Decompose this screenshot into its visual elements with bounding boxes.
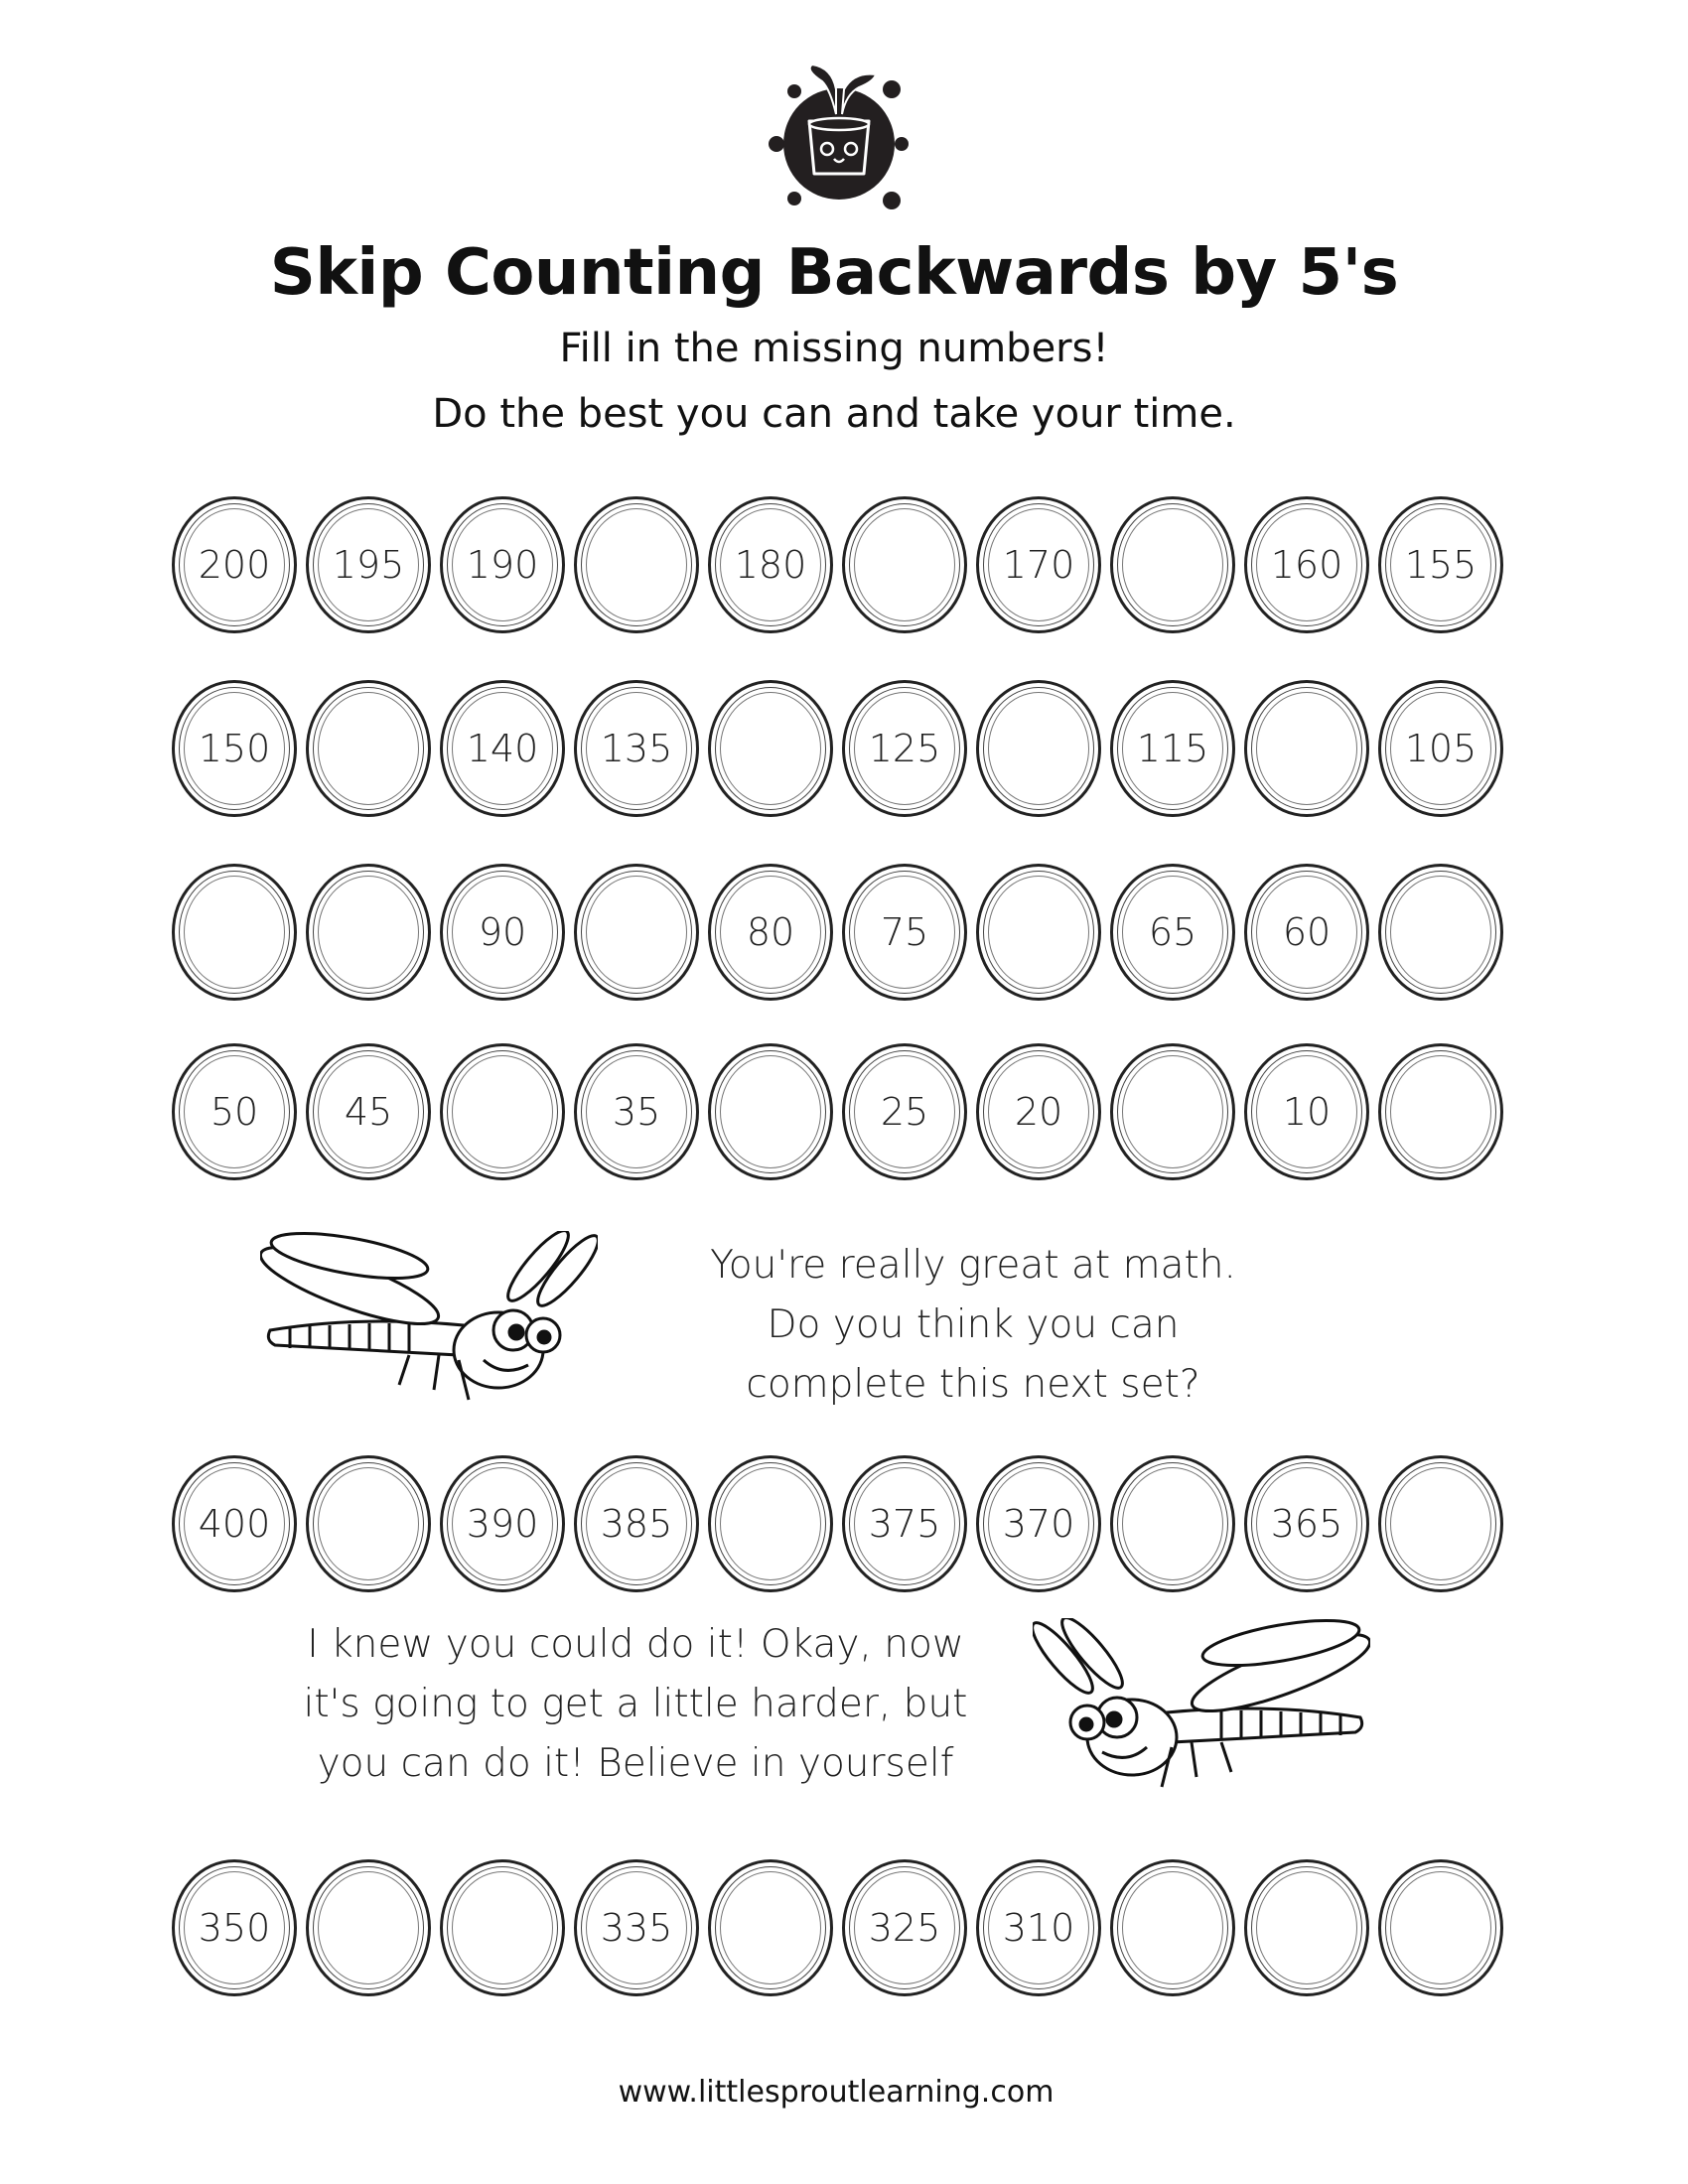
circle-number: 10 xyxy=(1282,1090,1332,1134)
circle-number: 350 xyxy=(198,1906,271,1950)
blank-number-circle[interactable] xyxy=(1244,680,1369,817)
blank-number-circle[interactable] xyxy=(306,680,431,817)
encouragement-message-2 xyxy=(278,1615,993,1794)
number-circle xyxy=(708,864,833,1001)
circle-number: 125 xyxy=(868,727,941,770)
number-circle xyxy=(976,496,1101,633)
circle-number: 35 xyxy=(612,1090,661,1134)
number-circle xyxy=(1244,496,1369,633)
dragonfly-left-icon xyxy=(260,1231,598,1414)
circle-number: 135 xyxy=(600,727,673,770)
blank-number-circle[interactable] xyxy=(574,496,699,633)
number-circle xyxy=(440,1455,565,1592)
number-circle xyxy=(1244,1043,1369,1180)
number-circle xyxy=(440,496,565,633)
circle-number: 160 xyxy=(1270,543,1343,587)
blank-number-circle[interactable] xyxy=(1378,1859,1503,1996)
footer-website: www.littlesproutlearning.com xyxy=(618,2075,1055,2110)
blank-number-circle[interactable] xyxy=(306,864,431,1001)
blank-number-circle[interactable] xyxy=(1378,1043,1503,1180)
encouragement-message-1 xyxy=(675,1236,1271,1415)
circle-number: 370 xyxy=(1002,1502,1075,1546)
number-circle xyxy=(172,1455,297,1592)
number-circle xyxy=(172,680,297,817)
blank-number-circle[interactable] xyxy=(708,1859,833,1996)
circle-number: 90 xyxy=(478,910,527,954)
blank-number-circle[interactable] xyxy=(306,1455,431,1592)
page-title: Skip Counting Backwards by 5's xyxy=(269,236,1399,310)
blank-number-circle[interactable] xyxy=(708,1043,833,1180)
blank-number-circle[interactable] xyxy=(708,1455,833,1592)
number-circle xyxy=(574,1859,699,1996)
blank-number-circle[interactable] xyxy=(574,864,699,1001)
blank-number-circle[interactable] xyxy=(1378,1455,1503,1592)
number-circle xyxy=(976,1455,1101,1592)
blank-number-circle[interactable] xyxy=(708,680,833,817)
blank-number-circle[interactable] xyxy=(440,1043,565,1180)
number-circle xyxy=(1110,680,1235,817)
number-circle xyxy=(440,864,565,1001)
blank-number-circle[interactable] xyxy=(976,864,1101,1001)
circle-number: 150 xyxy=(198,727,271,770)
circle-number: 365 xyxy=(1270,1502,1343,1546)
number-circle xyxy=(1244,1455,1369,1592)
circle-number: 80 xyxy=(746,910,795,954)
circle-number: 75 xyxy=(880,910,929,954)
number-circle xyxy=(306,496,431,633)
circle-number: 25 xyxy=(880,1090,929,1134)
number-circle xyxy=(842,1455,967,1592)
circle-number: 375 xyxy=(868,1502,941,1546)
blank-number-circle[interactable] xyxy=(440,1859,565,1996)
number-circle xyxy=(842,1859,967,1996)
circle-number: 65 xyxy=(1148,910,1197,954)
blank-number-circle[interactable] xyxy=(842,496,967,633)
circle-number: 310 xyxy=(1002,1906,1075,1950)
circle-number: 60 xyxy=(1282,910,1332,954)
blank-number-circle[interactable] xyxy=(1110,1043,1235,1180)
number-circle xyxy=(574,680,699,817)
message-line: complete this next set? xyxy=(746,1362,1200,1407)
subtitle-line-2: Do the best you can and take your time. xyxy=(432,391,1236,437)
circle-number: 155 xyxy=(1404,543,1477,587)
number-circle xyxy=(1378,496,1503,633)
circle-number: 105 xyxy=(1404,727,1477,770)
number-circle xyxy=(172,496,297,633)
number-circle xyxy=(842,864,967,1001)
number-circle xyxy=(172,1043,297,1180)
number-circle xyxy=(976,1859,1101,1996)
circle-number: 50 xyxy=(210,1090,259,1134)
blank-number-circle[interactable] xyxy=(306,1859,431,1996)
circle-number: 190 xyxy=(466,543,539,587)
number-circle xyxy=(976,1043,1101,1180)
dragonfly-right-icon xyxy=(1033,1618,1370,1801)
number-circle xyxy=(306,1043,431,1180)
number-circle xyxy=(708,496,833,633)
number-circle xyxy=(1244,864,1369,1001)
circle-number: 325 xyxy=(868,1906,941,1950)
number-circle xyxy=(574,1455,699,1592)
circle-number: 385 xyxy=(600,1502,673,1546)
circle-number: 195 xyxy=(332,543,405,587)
circle-number: 170 xyxy=(1002,543,1075,587)
circle-number: 390 xyxy=(466,1502,539,1546)
number-circle xyxy=(1110,864,1235,1001)
number-circle xyxy=(172,1859,297,1996)
blank-number-circle[interactable] xyxy=(172,864,297,1001)
number-circle xyxy=(440,680,565,817)
message-line: You're really great at math. xyxy=(710,1243,1236,1288)
circle-number: 45 xyxy=(344,1090,393,1134)
circle-number: 335 xyxy=(600,1906,673,1950)
sprout-pot-logo-icon xyxy=(765,60,914,218)
circle-number: 400 xyxy=(198,1502,271,1546)
circle-number: 20 xyxy=(1014,1090,1063,1134)
number-circle xyxy=(574,1043,699,1180)
circle-number: 200 xyxy=(198,543,271,587)
number-circle xyxy=(842,1043,967,1180)
blank-number-circle[interactable] xyxy=(1244,1859,1369,1996)
subtitle-line-1: Fill in the missing numbers! xyxy=(559,326,1109,371)
message-line: it's going to get a little harder, but xyxy=(303,1682,968,1726)
message-line: Do you think you can xyxy=(767,1302,1180,1347)
blank-number-circle[interactable] xyxy=(1378,864,1503,1001)
number-circle xyxy=(842,680,967,817)
circle-number: 140 xyxy=(466,727,539,770)
number-circle xyxy=(1378,680,1503,817)
message-line: you can do it! Believe in yourself xyxy=(317,1741,954,1786)
circle-number: 180 xyxy=(734,543,807,587)
circle-number: 115 xyxy=(1136,727,1209,770)
blank-number-circle[interactable] xyxy=(1110,1455,1235,1592)
blank-number-circle[interactable] xyxy=(1110,496,1235,633)
message-line: I knew you could do it! Okay, now xyxy=(307,1622,964,1667)
blank-number-circle[interactable] xyxy=(1110,1859,1235,1996)
blank-number-circle[interactable] xyxy=(976,680,1101,817)
